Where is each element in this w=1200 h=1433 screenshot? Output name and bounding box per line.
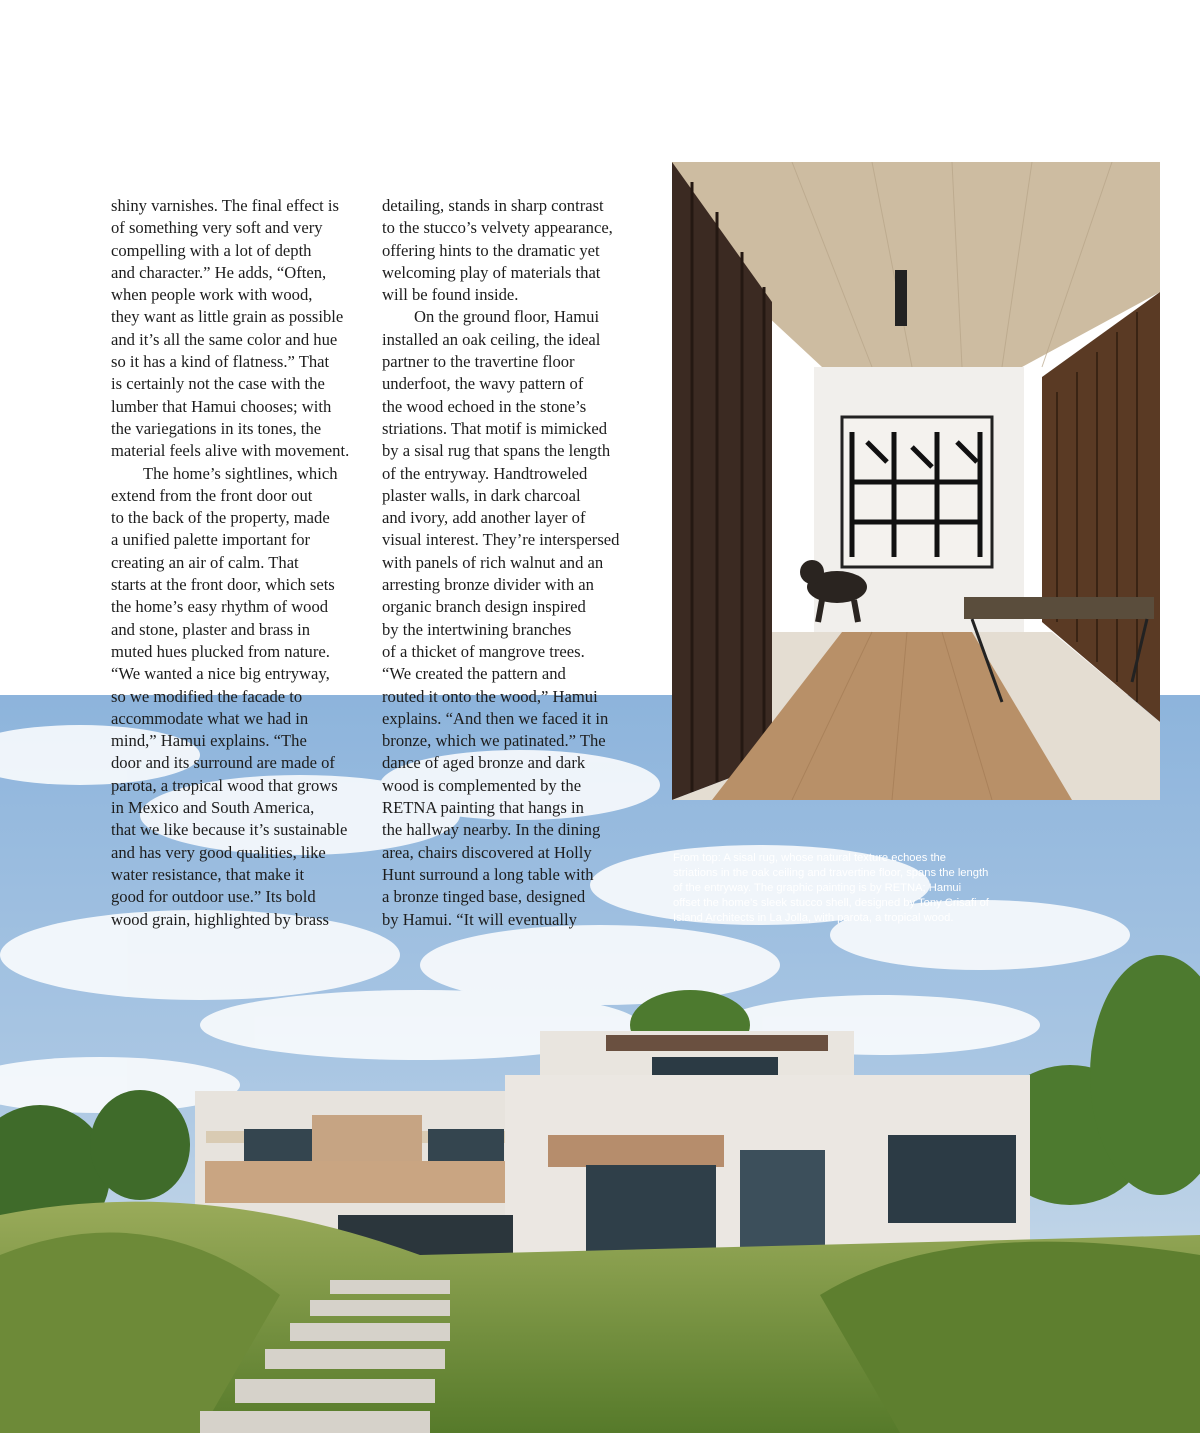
article-line: to the back of the property, made [111,508,330,528]
article-line: The home’s sightlines, which [143,463,338,483]
article-line: by Hamui. “It will eventually [382,909,577,929]
caption-line: offset the home’s sleek stucco shell, designed by Tony Crisafi of [673,897,989,909]
caption-line: of the entryway. The graphic painting is by RETNA; Hamui [673,882,962,894]
article-line: of the entryway. Handtroweled [382,463,588,483]
article-line: bronze, which we patinated.” The [382,731,606,751]
article-line: wood grain, highlighted by brass [111,909,329,929]
article-line: “We created the pattern and [382,664,566,684]
article-line: “We wanted a nice big entryway, [111,664,330,684]
article-line: and ivory, add another layer of [382,508,586,528]
article-line: with panels of rich walnut and an [382,552,604,572]
article-line: routed it onto the wood,” Hamui [382,686,598,706]
article-line: plaster walls, in dark charcoal [382,485,581,505]
article-line: explains. “And then we faced it in [382,708,609,728]
article-line: welcoming play of materials that [382,262,601,282]
article-line: muted hues plucked from nature. [111,641,330,661]
article-line: a unified palette important for [111,530,311,550]
interior-entryway-photo [672,162,1160,800]
article-line: visual interest. They’re interspersed [382,530,620,550]
article-line: that we like because it’s sustainable [111,820,348,840]
article-line: by a sisal rug that spans the length [382,441,611,461]
article-line: organic branch design inspired [382,597,586,617]
caption-line: From top: A sisal rug, whose natural texture echoes the [673,852,946,864]
photo-caption [673,851,1063,926]
article-line: partner to the travertine floor [382,352,575,372]
article-line: extend from the front door out [111,485,313,505]
article-line: the variegations in its tones, the [111,418,322,438]
article-line: detailing, stands in sharp contrast [382,196,604,215]
article-line: RETNA painting that hangs in [382,798,584,818]
article-line: good for outdoor use.” Its bold [111,887,316,907]
article-line: the wood echoed in the stone’s [382,396,587,416]
article-line: creating an air of calm. That [111,552,299,572]
article-line: dance of aged bronze and dark [382,753,586,773]
article-line: so we modified the facade to [111,686,303,706]
caption-line: striations in the oak ceiling and travertine floor, spans the length [673,867,989,879]
article-line: accommodate what we had in [111,708,309,728]
article-line: lumber that Hamui chooses; with [111,396,332,416]
article-line: material feels alive with movement. [111,441,350,461]
article-line: water resistance, that make it [111,864,305,884]
article-line: area, chairs discovered at Holly [382,842,592,862]
article-line: the hallway nearby. In the dining [382,820,601,840]
article-line: On the ground floor, Hamui [414,307,600,327]
article-line: in Mexico and South America, [111,798,315,818]
article-line: of something very soft and very [111,218,323,238]
article-line: will be found inside. [382,285,519,305]
article-line: of a thicket of mangrove trees. [382,641,585,661]
article-line: parota, a tropical wood that grows [111,775,338,795]
article-line: and has very good qualities, like [111,842,326,862]
article-line: arresting bronze divider with an [382,575,594,595]
article-line: shiny varnishes. The final effect is [111,196,339,215]
article-line: Hunt surround a long table with [382,864,594,884]
article-line: underfoot, the wavy pattern of [382,374,584,394]
article-line: the home’s easy rhythm of wood [111,597,329,617]
article-line: by the intertwining branches [382,619,572,639]
article-line: and it’s all the same color and hue [111,329,338,349]
article-line: and character.” He adds, “Often, [111,262,327,282]
article-line: installed an oak ceiling, the ideal [382,329,601,349]
article-line: door and its surround are made of [111,753,335,773]
article-column-2 [382,195,634,931]
article-line: starts at the front door, which sets [111,575,335,595]
caption-line: Island Architects in La Jolla, with parota, a tropical wood. [673,912,954,924]
article-line: mind,” Hamui explains. “The [111,731,307,751]
article-line: and stone, plaster and brass in [111,619,311,639]
article-line: is certainly not the case with the [111,374,325,394]
article-column-1 [111,195,363,931]
article-line: to the stucco’s velvety appearance, [382,218,613,238]
article-line: offering hints to the dramatic yet [382,240,600,260]
article-line: so it has a kind of flatness.” That [111,352,330,372]
article-line: when people work with wood, [111,285,313,305]
article-line: wood is complemented by the [382,775,582,795]
article-line: striations. That motif is mimicked [382,418,608,438]
article-line: compelling with a lot of depth [111,240,312,260]
article-line: they want as little grain as possible [111,307,344,327]
article-line: a bronze tinged base, designed [382,887,586,907]
